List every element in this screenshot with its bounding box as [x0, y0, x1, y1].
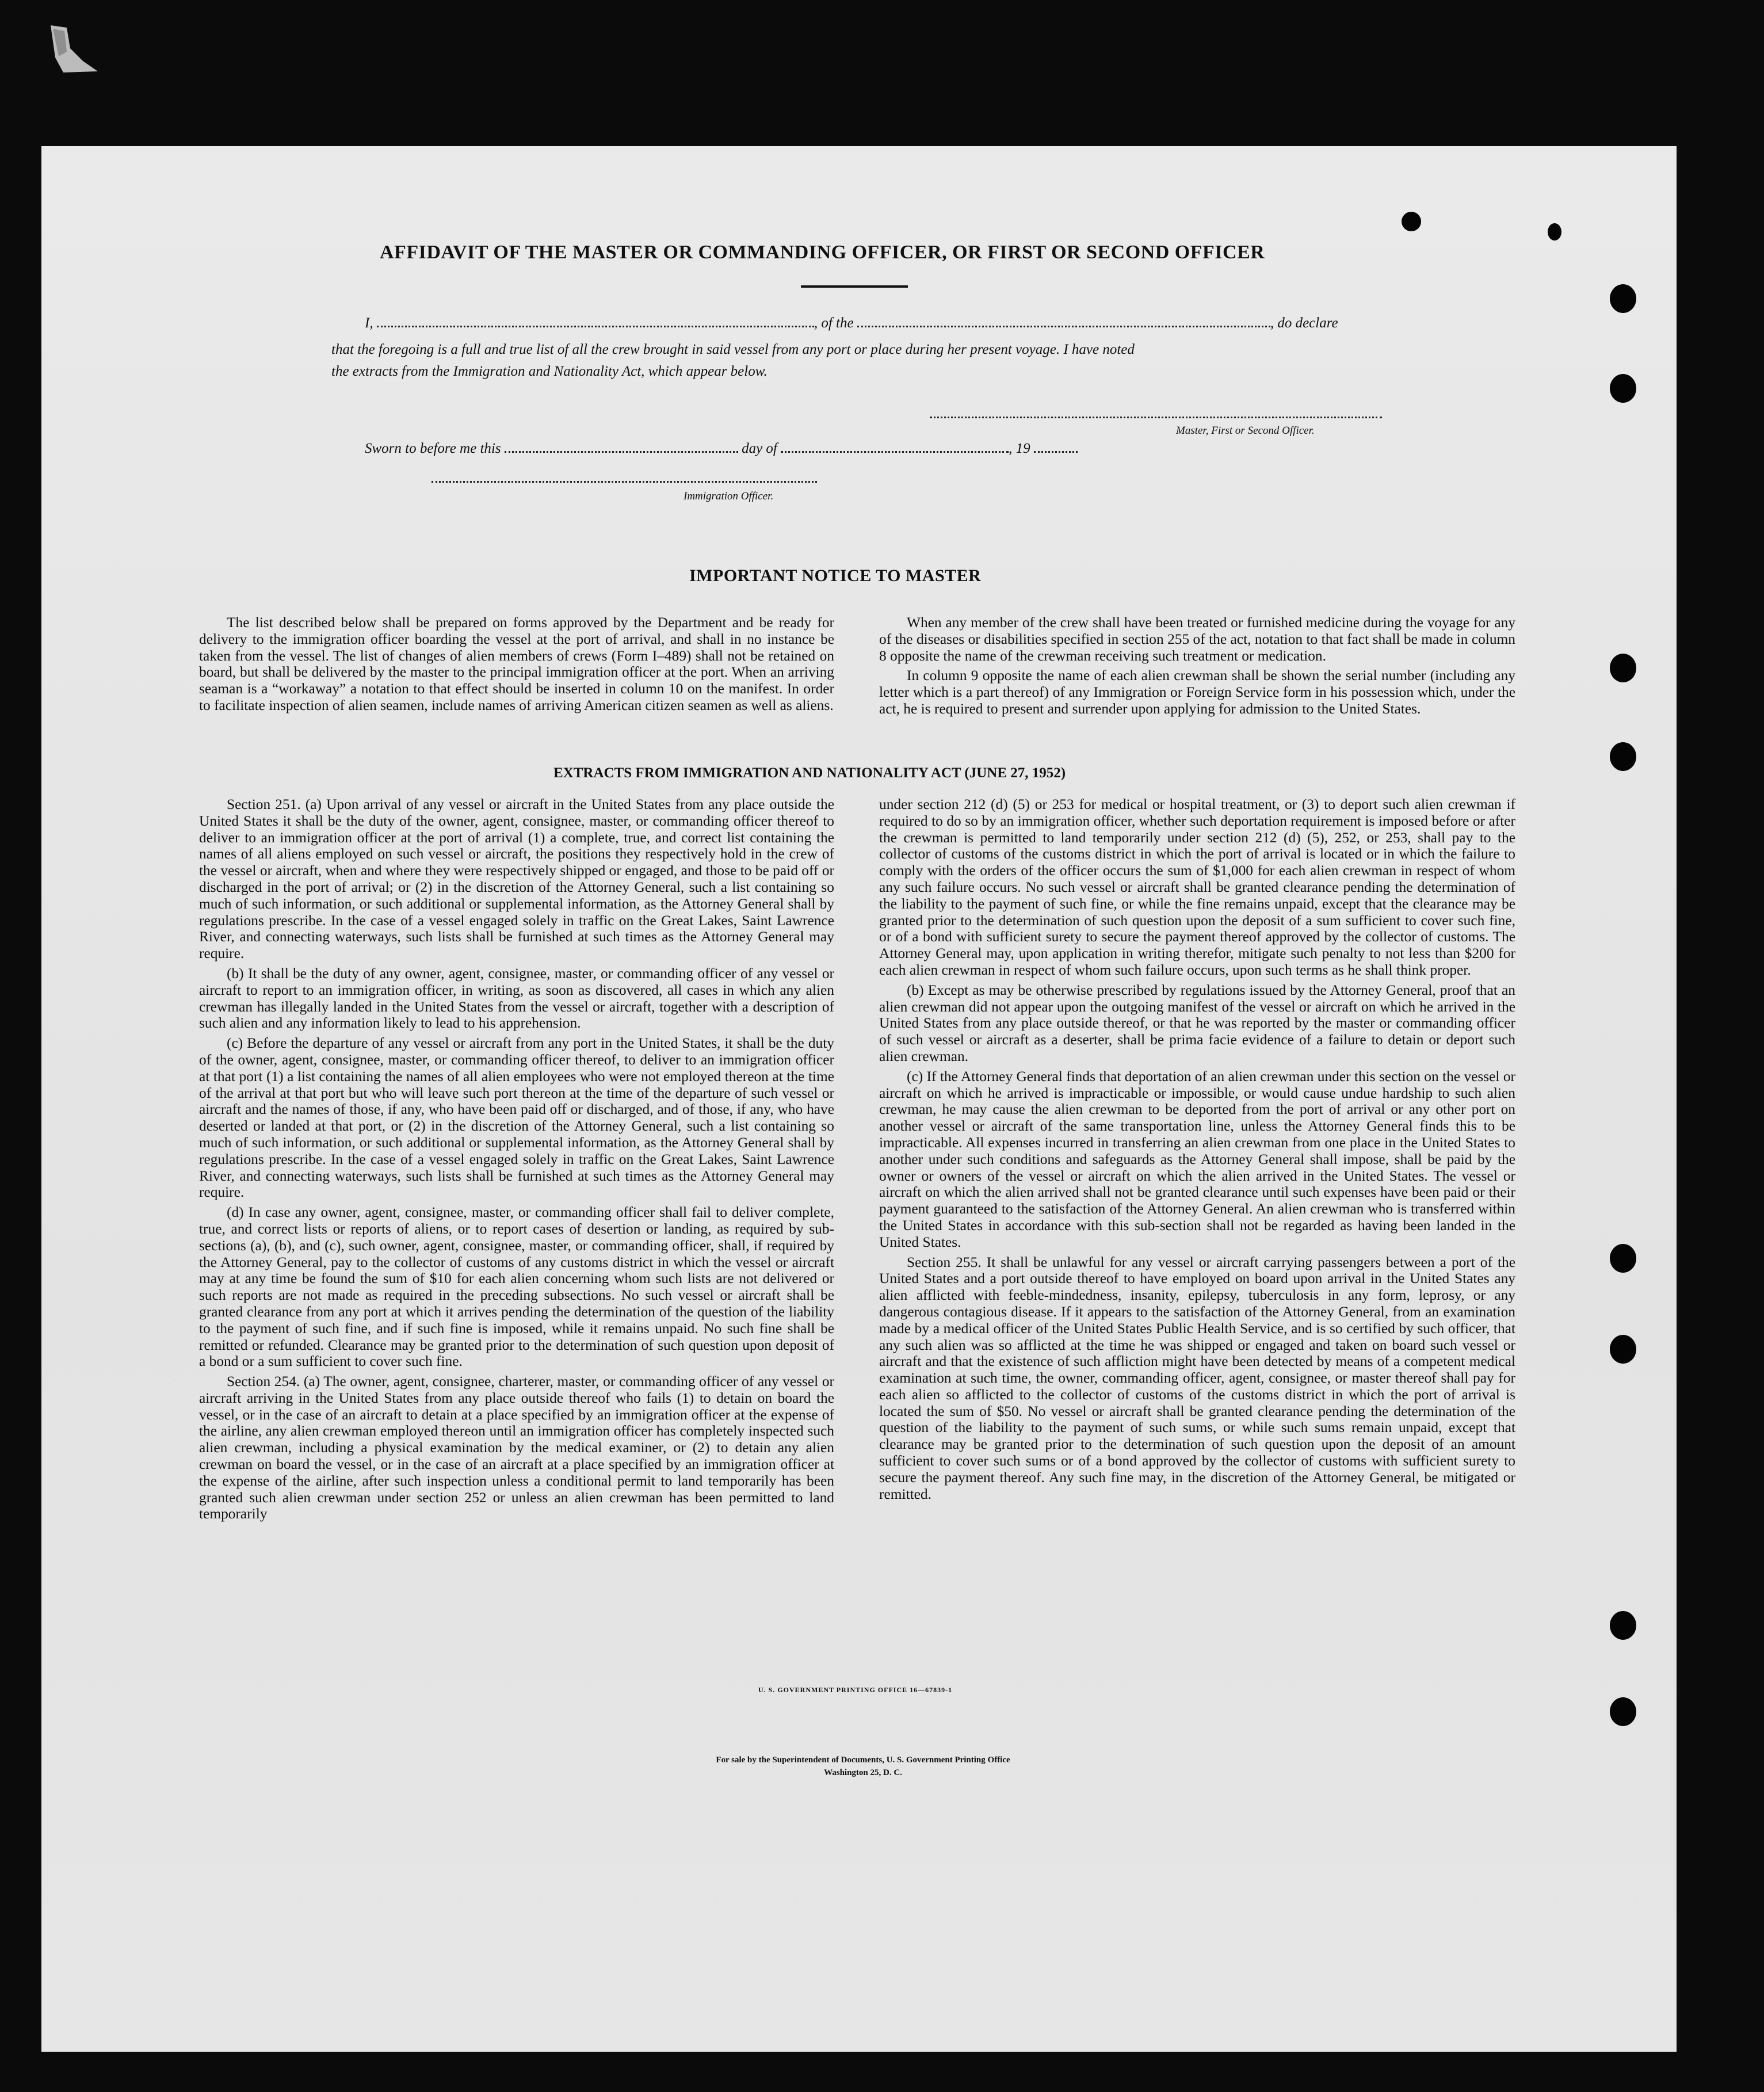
declaration-text-1: that the foregoing is a full and true list of all the crew brought in said vessel from any port or place during her present voyage. I have noted: [331, 342, 1135, 357]
i-label: I,: [365, 315, 373, 331]
extracts-right-column: [879, 796, 1515, 1506]
do-declare-label: , do declare: [1270, 315, 1338, 331]
section-paragraph: Section 254. (a) The owner, agent, consignee, charterer, master, or commanding officer of any vessel or aircraft arriving in the United States from any place outside thereof who fails (1) to detain on board the vessel, or in the case of an aircraft to detain at a place specified by an immigration officer at the expense of the airline, any alien crewman employed thereon until an immigration officer has completely inspected such alien crewman, including a physical examination by the medical examiner, or (2) to detain any alien crewman on board the vessel, or in the case of an aircraft at a place specified by an immigration officer at the expense of the airline, after such inspection unless a conditional permit to land temporarily has been granted such alien crewman under section 252 or unless an alien crewman has been permitted to land temporarily: [199, 1373, 834, 1522]
declaration-text-2: the extracts from the Immigration and Nationality Act, which appear below.: [331, 364, 768, 379]
punch-dot: [1548, 223, 1561, 240]
punch-hole: [1610, 374, 1636, 403]
notice-right-column: [879, 614, 1515, 721]
master-signature-label: Master, First or Second Officer.: [1176, 425, 1315, 437]
master-signature-field[interactable]: [930, 415, 1382, 418]
name-field[interactable]: [377, 318, 814, 327]
sworn-year-field[interactable]: [1034, 443, 1078, 453]
for-sale-line-1: For sale by the Superintendent of Documents, U. S. Government Printing Office: [716, 1755, 1010, 1765]
section-paragraph: Section 251. (a) Upon arrival of any vessel or aircraft in the United States from any place outside the United States it shall be the duty of the owner, agent, consignee, master, or commanding officer thereof to deliver to an immigration officer at the port of arrival (1) a complete, true, and correct list containing the names of all aliens employed on such vessel or aircraft, the positions they respectively hold in the crew of the vessel or aircraft, when and where they were respectively shipped or engaged, and those to be paid off or discharged in the port of arrival; or (2) in the discretion of the Attorney General, such a list containing so much of such information, or such additional or supplemental information, as the Attorney General shall by regulations prescribe. In the case of a vessel engaged solely in traffic on the Great Lakes, Saint Lawrence River, and connecting waterways, such lists shall be furnished at such times as the Attorney General may require.: [199, 796, 834, 962]
section-paragraph: Section 255. It shall be unlawful for any vessel or aircraft carrying passengers between a port of the United States and a port outside thereof to have employed on board upon arrival in the United States any alien afflicted with feeble-mindedness, insanity, epilepsy, tuberculosis in any form, leprosy, or any dangerous contagious disease. If it appears to the satisfaction of the Attorney General, from an examination made by a medical officer of the United States Public Health Service, and is so certified by such officer, that any such alien was so afflicted at the time he was shipped or engaged and taken on board such vessel or aircraft and that the existence of such affliction might have been detected by means of a competent medical examination at such time, the owner, commanding officer, agent, consignee, or master thereof shall pay for each alien so afflicted to the collector of customs of the customs district in which the port of arrival is located the sum of $50. No vessel or aircraft shall be granted clearance pending the determination of the question of the liability to the payment of such sums, or while such sums remain unpaid, except that clearance may be granted prior to the determination of such question upon the deposit of an amount sufficient to cover such sums or of a bond approved by the collector of customs with sufficient surety to secure the payment thereof. Any such fine may, in the discretion of the Attorney General, be mitigated or remitted.: [879, 1254, 1515, 1502]
section-paragraph: under section 212 (d) (5) or 253 for medical or hospital treatment, or (3) to deport such alien crewman if required to do so by an immigration officer, whether such deportation requirement is imposed before or after the crewman is permitted to land temporarily under section 212 (d) (5), 252, or 253, shall pay to the collector of customs of the customs district in which the port of arrival is located or in which the failure to comply with the orders of the officer occurs the sum of $1,000 for each alien crewman in respect of whom any such failure occurs. No such vessel or aircraft shall be granted clearance pending the determination of the liability to the payment of such fine, or while the fine remains unpaid, except that the clearance may be granted prior to the determination of such question upon the deposit of a sum sufficient to cover such fine, or of a bond with sufficient surety to secure the payment thereof approved by the collector of customs. The Attorney General may, upon application in writing therefor, mitigate such penalty to not less than $200 for each alien crewman in respect of whom such failure occurs, upon such terms as he shall think proper.: [879, 796, 1515, 978]
punch-hole: [1610, 1335, 1636, 1364]
punch-hole: [1610, 1611, 1636, 1640]
extracts-title: EXTRACTS FROM IMMIGRATION AND NATIONALITY ACT (JUNE 27, 1952): [553, 765, 1066, 781]
section-paragraph: (b) Except as may be otherwise prescribed by regulations issued by the Attorney General, proof that an alien crewman did not appear upon the outgoing manifest of the vessel or aircraft on which he arrived in the United States from any place outside thereof, or that he was reported by the master or commanding officer of such vessel or aircraft as a deserter, shall be prima facie evidence of a failure to detain or deport such alien crewman.: [879, 982, 1515, 1064]
day-of-label: day of: [742, 441, 777, 456]
for-sale-notice: [518, 1754, 1208, 1779]
affidavit-title: AFFIDAVIT OF THE MASTER OR COMMANDING OFFICER, OR FIRST OR SECOND OFFICER: [380, 242, 1265, 263]
declarant-line: [365, 315, 1338, 331]
punch-hole: [1610, 1697, 1636, 1726]
of-the-label: , of the: [814, 315, 854, 331]
notice-left-column: [199, 614, 834, 717]
year-label: , 19: [1009, 441, 1030, 456]
section-paragraph: (c) Before the departure of any vessel or aircraft from any port in the United States, it shall be the duty of the owner, agent, consignee, master, or commanding officer thereof, to deliver to an immigration officer at that port (1) a list containing the names of all alien employees who were not employed thereon at the time of the arrival at that port but who will leave such port thereon at the time of the departure of such vessel or aircraft and the names of those, if any, who have been paid off or discharged, and of those, if any, who have deserted or landed at that port, or (2) in the discretion of the Attorney General, such a list containing so much of such information, or such additional or supplemental information, as the Attorney General shall by regulations prescribe. In the case of a vessel engaged solely in traffic on the Great Lakes, Saint Lawrence River, and connecting waterways, such lists shall be furnished at such times as the Attorney General may require.: [199, 1035, 834, 1201]
notice-paragraph: The list described below shall be prepared on forms approved by the Department and be ready for delivery to the immigration officer boarding the vessel at the port of arrival, and shall in no instance be taken from the vessel. The list of changes of alien members of crews (Form I–489) shall not be retained on board, but shall be delivered by the master to the principal immigration officer at the port. When an arriving seaman is a “workaway” a notation to that effect should be inserted in column 10 on the manifest. In order to facilitate inspection of alien seamen, include names of arriving American citizen seamen as well as aliens.: [199, 614, 834, 713]
notice-title: IMPORTANT NOTICE TO MASTER: [689, 566, 982, 585]
sworn-line: [365, 441, 1078, 457]
section-paragraph: (b) It shall be the duty of any owner, agent, consignee, master, or commanding officer of any vessel or aircraft to report to an immigration officer, in writing, as soon as discovered, all cases in which any alien crewman has illegally landed in the United States from the vessel or aircraft, together with a description of such alien and any information likely to lead to his apprehension.: [199, 965, 834, 1032]
gpo-imprint: U. S. GOVERNMENT PRINTING OFFICE 16—67839-1: [758, 1686, 953, 1694]
punch-hole: [1610, 654, 1636, 682]
vessel-field[interactable]: [857, 318, 1270, 327]
torn-corner-scrap: [47, 23, 99, 75]
sworn-day-field[interactable]: [505, 443, 738, 453]
section-paragraph: (d) In case any owner, agent, consignee, master, or commanding officer shall fail to deliver complete, true, and correct lists or reports of aliens, or to report cases of desertion or landing, as required by sub-sections (a), (b), and (c), such owner, agent, consignee, master, or commanding officer, shall, if required by the Attorney General, pay to the collector of customs of any customs district in which the vessel or aircraft may at any time be found the sum of $10 for each alien concerning whom such lists are not delivered or such reports are not made as required in the preceding subsections. No such vessel or aircraft shall be granted clearance from any port at which it arrives pending the determination of the question of the liability to the payment of such fine, and if such fine is imposed, while it remains unpaid. No such fine shall be remitted or refunded. Clearance may be granted prior to the determination of such question upon deposit of a bond or a sum sufficient to cover such fine.: [199, 1204, 834, 1370]
extracts-left-column: [199, 796, 834, 1526]
for-sale-line-2: Washington 25, D. C.: [824, 1768, 902, 1777]
punch-hole: [1610, 1244, 1636, 1273]
section-paragraph: (c) If the Attorney General finds that deportation of an alien crewman under this section on the vessel or aircraft on which he arrived is impracticable or impossible, or would cause undue hardship to such alien crewman, he may cause the alien crewman to be deported from the port of arrival or any other port on another vessel or aircraft of the same transportation line, unless the Attorney General finds this to be impracticable. All expenses incurred in transferring an alien crewman from one place in the United States to another under such conditions and safeguards as the Attorney General shall impose, shall be paid by the owner or owners of the vessel or aircraft on which the alien arrived in the United States. The vessel or aircraft on which the alien arrived shall not be granted clearance until such expenses have been paid or their payment guaranteed to the satisfaction of the Attorney General. An alien crewman who is transferred within the United States in accordance with this sub-section shall not be regarded as having been landed in the United States.: [879, 1068, 1515, 1250]
sworn-month-field[interactable]: [781, 443, 1009, 453]
punch-hole: [1610, 284, 1636, 313]
notice-paragraph: In column 9 opposite the name of each alien crewman shall be shown the serial number (including any letter which is a part thereof) of any Immigration or Foreign Service form in his possession which, under the act, he is required to present and surrender upon applying for admission to the United States.: [879, 667, 1515, 717]
immigration-officer-label: Immigration Officer.: [684, 490, 774, 502]
punch-dot: [1402, 212, 1421, 231]
punch-hole: [1610, 742, 1636, 771]
sworn-label: Sworn to before me this: [365, 441, 501, 456]
title-underline: [801, 285, 908, 288]
immigration-officer-signature-field[interactable]: [432, 480, 817, 483]
notice-paragraph: When any member of the crew shall have been treated or furnished medicine during the voyage for any of the diseases or disabilities specified in section 255 of the act, notation to that fact shall be made in column 8 opposite the name of the crewman receiving such treatment or medication.: [879, 614, 1515, 664]
